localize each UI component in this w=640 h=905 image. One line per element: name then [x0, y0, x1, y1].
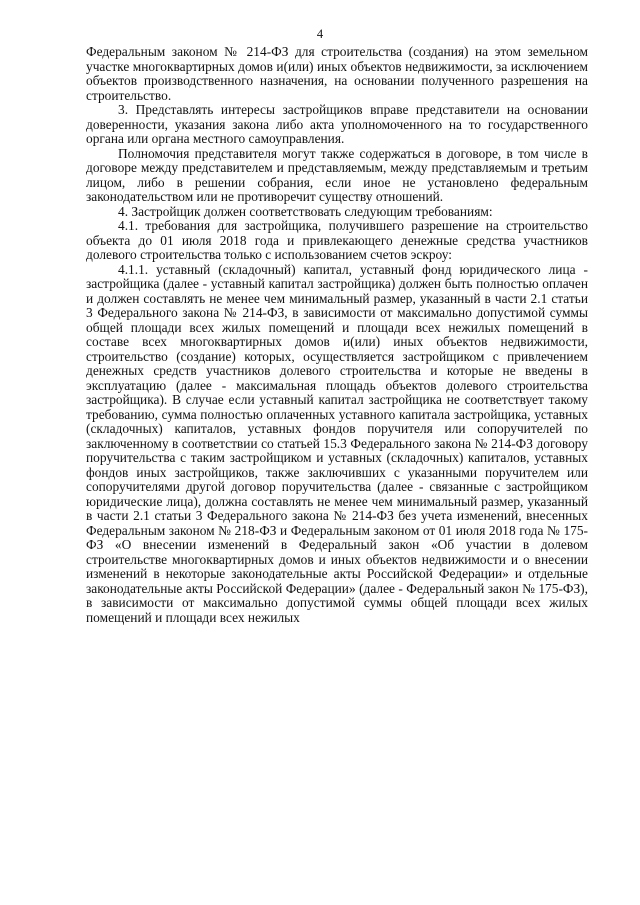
- document-body: [86, 45, 588, 625]
- paragraph-item-4: 4. Застройщик должен соответствовать следующим требованиям:: [118, 203, 493, 219]
- paragraph-representative-powers: Полномочия представителя могут также содержаться в договоре, в том числе в договоре между представителем и представляемым, между представляемым и третьим лицом, либо в решении собрания, если иное не установлено федеральным законодательством или не противоречит существу отношений.: [86, 145, 588, 204]
- page-number: 4: [316, 27, 324, 41]
- paragraph-item-4-1: 4.1. требования для застройщика, получившего разрешение на строительство объекта до 01 июля 2018 года и привлекающего денежные средства участников долевого строительства только с использованием счетов эскроу:: [86, 218, 588, 262]
- paragraph-item-4-1-1: 4.1.1. уставный (складочный) капитал, уставный фонд юридического лица - застройщика (далее - уставный капитал застройщика) должен быть полностью оплачен и должен составлять не менее чем минимальный размер, указанный в части 2.1 статьи 3 Федерального закона № 214-ФЗ, в зависимости от максимально допустимой суммы общей площади всех жилых помещений и площади всех нежилых помещений в составе всех многоквартирных домов и(или) иных объектов недвижимости, строительство (создание) которых, осуществляется застройщиком с привлечением денежных средств участников долевого строительства и которые не введены в эксплуатацию (далее - максимальная площадь объектов долевого строительства застройщика). В случае если уставный капитал застройщика не соответствует такому требованию, сумма полностью оплаченных уставного капитала застройщика, уставных (складочных) капиталов, уставных фондов поручителя или сопоручителей по заключенному в соответствии со статьей 15.3 Федерального закона № 214-ФЗ договору поручительства с таким застройщиком и уставных (складочных) капиталов, уставных фондов иных застройщиков, также заключивших с указанными поручителем или сопоручителями другой договор поручительства (далее - связанные с застройщиком юридические лица), должна составлять не менее чем минимальный размер, указанный в части 2.1 статьи 3 Федерального закона № 214-ФЗ без учета изменений, внесенных Федеральным законом № 218-ФЗ и Федеральным законом от 01 июля 2018 года № 175-ФЗ «О внесении изменений в Федеральный закон «Об участии в долевом строительстве многоквартирных домов и иных объектов недвижимости и о внесении изменений в некоторые законодательные акты Российской Федерации» и отдельные законодательные акты Российской Федерации» (далее - Федеральный закон № 175-ФЗ), в зависимости от максимально допустимой суммы общей площади всех жилых помещений и площади всех нежилых: [86, 261, 588, 625]
- paragraph-continuation: Федеральным законом № 214-ФЗ для строительства (создания) на этом земельном участке многоквартирных домов и(или) иных объектов недвижимости, за исключением объектов производственного назначения, на основании полученного разрешения на строительство.: [86, 44, 588, 103]
- paragraph-item-3: 3. Представлять интересы застройщиков вправе представители на основании доверенности, указания закона либо акта уполномоченного на то государственного органа или органа местного самоуправления.: [86, 102, 588, 146]
